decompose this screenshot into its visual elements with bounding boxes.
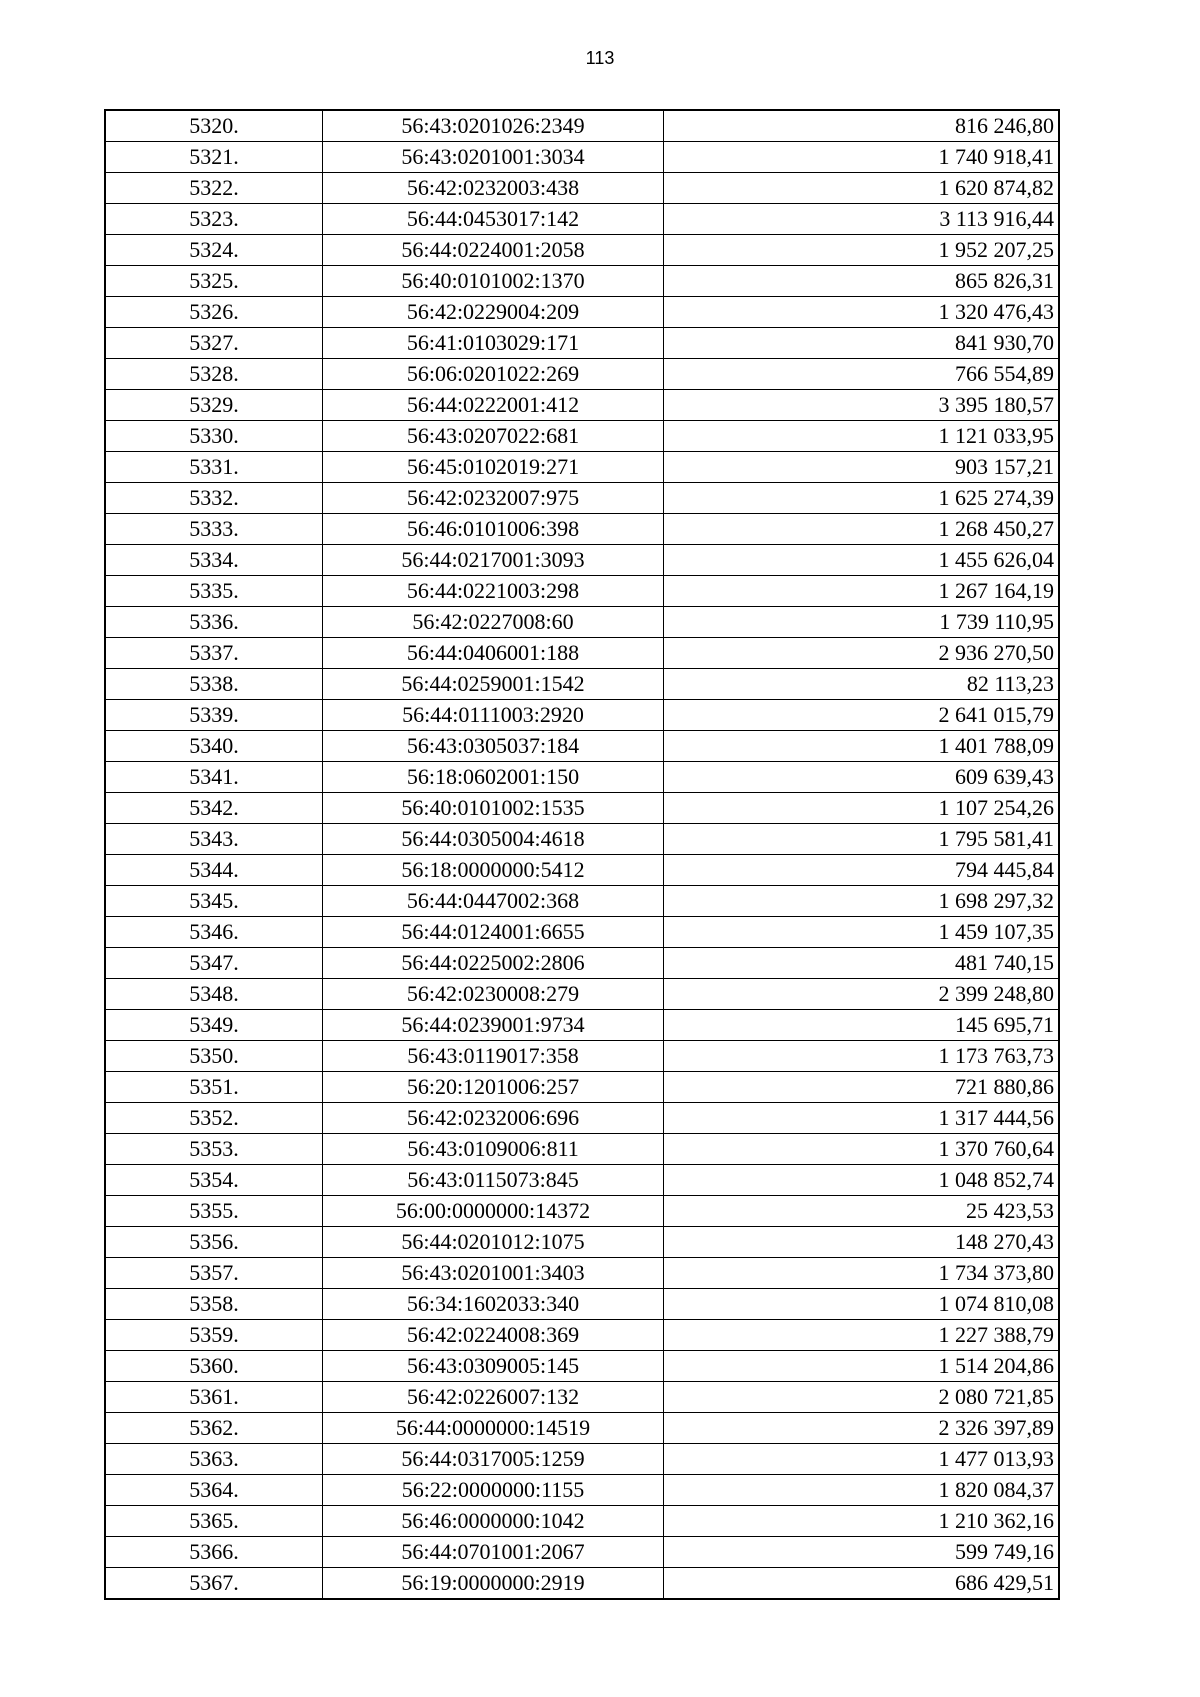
cadastral-value-cell: 721 880,86 <box>664 1072 1060 1103</box>
cadastral-value-cell: 145 695,71 <box>664 1010 1060 1041</box>
row-number-cell: 5352. <box>105 1103 323 1134</box>
cadastral-number-cell: 56:42:0232003:438 <box>323 173 664 204</box>
table-body <box>105 110 1059 1599</box>
cadastral-value-cell: 82 113,23 <box>664 669 1060 700</box>
page-number: 113 <box>585 48 615 68</box>
cadastral-value-cell: 1 739 110,95 <box>664 607 1060 638</box>
row-number-cell: 5343. <box>105 824 323 855</box>
table-row <box>105 607 1059 638</box>
cadastral-value-cell: 816 246,80 <box>664 110 1060 142</box>
table-row <box>105 793 1059 824</box>
row-number-cell: 5329. <box>105 390 323 421</box>
table-row <box>105 917 1059 948</box>
row-number-cell: 5355. <box>105 1196 323 1227</box>
cadastral-value-cell: 1 820 084,37 <box>664 1475 1060 1506</box>
cadastral-value-cell: 1 173 763,73 <box>664 1041 1060 1072</box>
table-row <box>105 173 1059 204</box>
row-number-cell: 5337. <box>105 638 323 669</box>
table-row <box>105 1010 1059 1041</box>
cadastral-value-cell: 1 048 852,74 <box>664 1165 1060 1196</box>
cadastral-number-cell: 56:34:1602033:340 <box>323 1289 664 1320</box>
table-row <box>105 328 1059 359</box>
table-row <box>105 452 1059 483</box>
cadastral-value-cell: 1 625 274,39 <box>664 483 1060 514</box>
cadastral-number-cell: 56:44:0201012:1075 <box>323 1227 664 1258</box>
row-number-cell: 5358. <box>105 1289 323 1320</box>
row-number-cell: 5348. <box>105 979 323 1010</box>
cadastral-number-cell: 56:43:0207022:681 <box>323 421 664 452</box>
cadastral-number-cell: 56:44:0217001:3093 <box>323 545 664 576</box>
row-number-cell: 5362. <box>105 1413 323 1444</box>
table-row <box>105 700 1059 731</box>
row-number-cell: 5327. <box>105 328 323 359</box>
cadastral-number-cell: 56:43:0201001:3403 <box>323 1258 664 1289</box>
cadastral-number-cell: 56:44:0305004:4618 <box>323 824 664 855</box>
cadastral-value-cell: 1 952 207,25 <box>664 235 1060 266</box>
table-row <box>105 1165 1059 1196</box>
cadastral-value-cell: 1 734 373,80 <box>664 1258 1060 1289</box>
table-row <box>105 297 1059 328</box>
cadastral-value-cell: 609 639,43 <box>664 762 1060 793</box>
table-row <box>105 1444 1059 1475</box>
cadastral-value-cell: 1 370 760,64 <box>664 1134 1060 1165</box>
row-number-cell: 5363. <box>105 1444 323 1475</box>
cadastral-number-cell: 56:42:0224008:369 <box>323 1320 664 1351</box>
table-row <box>105 266 1059 297</box>
cadastral-number-cell: 56:44:0111003:2920 <box>323 700 664 731</box>
table-row <box>105 110 1059 142</box>
cadastral-number-cell: 56:44:0259001:1542 <box>323 669 664 700</box>
table-row <box>105 1134 1059 1165</box>
cadastral-number-cell: 56:44:0317005:1259 <box>323 1444 664 1475</box>
table-row <box>105 1103 1059 1134</box>
cadastral-value-cell: 1 121 033,95 <box>664 421 1060 452</box>
cadastral-number-cell: 56:18:0000000:5412 <box>323 855 664 886</box>
cadastral-value-cell: 1 477 013,93 <box>664 1444 1060 1475</box>
cadastral-value-cell: 1 740 918,41 <box>664 142 1060 173</box>
row-number-cell: 5328. <box>105 359 323 390</box>
table-row <box>105 979 1059 1010</box>
table-row <box>105 576 1059 607</box>
cadastral-value-cell: 1 268 450,27 <box>664 514 1060 545</box>
row-number-cell: 5357. <box>105 1258 323 1289</box>
cadastral-value-cell: 2 326 397,89 <box>664 1413 1060 1444</box>
cadastral-value-cell: 686 429,51 <box>664 1568 1060 1600</box>
table-row <box>105 855 1059 886</box>
row-number-cell: 5324. <box>105 235 323 266</box>
cadastral-value-cell: 865 826,31 <box>664 266 1060 297</box>
table-row <box>105 421 1059 452</box>
row-number-cell: 5349. <box>105 1010 323 1041</box>
row-number-cell: 5325. <box>105 266 323 297</box>
table-row <box>105 948 1059 979</box>
row-number-cell: 5331. <box>105 452 323 483</box>
cadastral-value-cell: 903 157,21 <box>664 452 1060 483</box>
row-number-cell: 5351. <box>105 1072 323 1103</box>
cadastral-number-cell: 56:44:0447002:368 <box>323 886 664 917</box>
cadastral-value-table <box>104 109 1060 1600</box>
cadastral-value-cell: 3 395 180,57 <box>664 390 1060 421</box>
cadastral-value-cell: 794 445,84 <box>664 855 1060 886</box>
table-row <box>105 390 1059 421</box>
cadastral-number-cell: 56:43:0109006:811 <box>323 1134 664 1165</box>
cadastral-number-cell: 56:44:0224001:2058 <box>323 235 664 266</box>
cadastral-number-cell: 56:43:0119017:358 <box>323 1041 664 1072</box>
cadastral-number-cell: 56:44:0124001:6655 <box>323 917 664 948</box>
table-row <box>105 1506 1059 1537</box>
cadastral-value-cell: 2 399 248,80 <box>664 979 1060 1010</box>
table-row <box>105 731 1059 762</box>
cadastral-value-cell: 3 113 916,44 <box>664 204 1060 235</box>
cadastral-number-cell: 56:45:0102019:271 <box>323 452 664 483</box>
row-number-cell: 5359. <box>105 1320 323 1351</box>
row-number-cell: 5365. <box>105 1506 323 1537</box>
row-number-cell: 5345. <box>105 886 323 917</box>
row-number-cell: 5333. <box>105 514 323 545</box>
row-number-cell: 5341. <box>105 762 323 793</box>
cadastral-number-cell: 56:46:0000000:1042 <box>323 1506 664 1537</box>
table-row <box>105 1537 1059 1568</box>
table-row <box>105 1382 1059 1413</box>
table-row <box>105 1227 1059 1258</box>
table-row <box>105 1196 1059 1227</box>
cadastral-value-cell: 1 698 297,32 <box>664 886 1060 917</box>
table-row <box>105 886 1059 917</box>
cadastral-value-cell: 1 227 388,79 <box>664 1320 1060 1351</box>
table-row <box>105 483 1059 514</box>
table-row <box>105 1568 1059 1600</box>
row-number-cell: 5354. <box>105 1165 323 1196</box>
table-row <box>105 204 1059 235</box>
table-row <box>105 359 1059 390</box>
row-number-cell: 5350. <box>105 1041 323 1072</box>
cadastral-value-cell: 481 740,15 <box>664 948 1060 979</box>
table-row <box>105 669 1059 700</box>
cadastral-value-cell: 1 455 626,04 <box>664 545 1060 576</box>
cadastral-value-cell: 1 107 254,26 <box>664 793 1060 824</box>
row-number-cell: 5336. <box>105 607 323 638</box>
table-row <box>105 545 1059 576</box>
cadastral-number-cell: 56:18:0602001:150 <box>323 762 664 793</box>
cadastral-number-cell: 56:00:0000000:14372 <box>323 1196 664 1227</box>
table-row <box>105 1475 1059 1506</box>
table-row <box>105 235 1059 266</box>
table-row <box>105 1258 1059 1289</box>
cadastral-value-cell: 2 641 015,79 <box>664 700 1060 731</box>
cadastral-number-cell: 56:42:0232007:975 <box>323 483 664 514</box>
cadastral-value-cell: 1 401 788,09 <box>664 731 1060 762</box>
cadastral-value-cell: 25 423,53 <box>664 1196 1060 1227</box>
row-number-cell: 5356. <box>105 1227 323 1258</box>
cadastral-value-cell: 1 459 107,35 <box>664 917 1060 948</box>
table-row <box>105 514 1059 545</box>
cadastral-number-cell: 56:43:0115073:845 <box>323 1165 664 1196</box>
table-row <box>105 1413 1059 1444</box>
row-number-cell: 5322. <box>105 173 323 204</box>
row-number-cell: 5344. <box>105 855 323 886</box>
cadastral-number-cell: 56:41:0103029:171 <box>323 328 664 359</box>
table-row <box>105 762 1059 793</box>
table-row <box>105 1351 1059 1382</box>
table-row <box>105 638 1059 669</box>
row-number-cell: 5330. <box>105 421 323 452</box>
row-number-cell: 5361. <box>105 1382 323 1413</box>
row-number-cell: 5347. <box>105 948 323 979</box>
table-row <box>105 1041 1059 1072</box>
cadastral-value-cell: 1 267 164,19 <box>664 576 1060 607</box>
cadastral-value-cell: 1 514 204,86 <box>664 1351 1060 1382</box>
cadastral-value-cell: 599 749,16 <box>664 1537 1060 1568</box>
row-number-cell: 5340. <box>105 731 323 762</box>
cadastral-number-cell: 56:44:0221003:298 <box>323 576 664 607</box>
row-number-cell: 5338. <box>105 669 323 700</box>
cadastral-value-cell: 1 320 476,43 <box>664 297 1060 328</box>
cadastral-number-cell: 56:42:0229004:209 <box>323 297 664 328</box>
cadastral-value-cell: 1 210 362,16 <box>664 1506 1060 1537</box>
cadastral-value-cell: 841 930,70 <box>664 328 1060 359</box>
cadastral-number-cell: 56:44:0701001:2067 <box>323 1537 664 1568</box>
table-row <box>105 1072 1059 1103</box>
cadastral-number-cell: 56:43:0309005:145 <box>323 1351 664 1382</box>
row-number-cell: 5320. <box>105 110 323 142</box>
row-number-cell: 5334. <box>105 545 323 576</box>
cadastral-number-cell: 56:40:0101002:1535 <box>323 793 664 824</box>
cadastral-number-cell: 56:46:0101006:398 <box>323 514 664 545</box>
table-row <box>105 142 1059 173</box>
cadastral-number-cell: 56:42:0230008:279 <box>323 979 664 1010</box>
table-row <box>105 1289 1059 1320</box>
cadastral-value-cell: 766 554,89 <box>664 359 1060 390</box>
row-number-cell: 5346. <box>105 917 323 948</box>
table-row <box>105 824 1059 855</box>
row-number-cell: 5367. <box>105 1568 323 1600</box>
cadastral-value-cell: 148 270,43 <box>664 1227 1060 1258</box>
cadastral-number-cell: 56:44:0406001:188 <box>323 638 664 669</box>
cadastral-number-cell: 56:44:0225002:2806 <box>323 948 664 979</box>
cadastral-value-cell: 2 936 270,50 <box>664 638 1060 669</box>
row-number-cell: 5339. <box>105 700 323 731</box>
cadastral-number-cell: 56:19:0000000:2919 <box>323 1568 664 1600</box>
row-number-cell: 5364. <box>105 1475 323 1506</box>
row-number-cell: 5323. <box>105 204 323 235</box>
row-number-cell: 5326. <box>105 297 323 328</box>
cadastral-value-cell: 1 074 810,08 <box>664 1289 1060 1320</box>
row-number-cell: 5342. <box>105 793 323 824</box>
cadastral-number-cell: 56:44:0239001:9734 <box>323 1010 664 1041</box>
cadastral-number-cell: 56:42:0226007:132 <box>323 1382 664 1413</box>
cadastral-value-cell: 2 080 721,85 <box>664 1382 1060 1413</box>
cadastral-number-cell: 56:44:0222001:412 <box>323 390 664 421</box>
cadastral-number-cell: 56:44:0453017:142 <box>323 204 664 235</box>
table-row <box>105 1320 1059 1351</box>
cadastral-value-cell: 1 620 874,82 <box>664 173 1060 204</box>
cadastral-number-cell: 56:44:0000000:14519 <box>323 1413 664 1444</box>
row-number-cell: 5353. <box>105 1134 323 1165</box>
row-number-cell: 5360. <box>105 1351 323 1382</box>
cadastral-number-cell: 56:22:0000000:1155 <box>323 1475 664 1506</box>
row-number-cell: 5366. <box>105 1537 323 1568</box>
cadastral-value-cell: 1 317 444,56 <box>664 1103 1060 1134</box>
row-number-cell: 5321. <box>105 142 323 173</box>
cadastral-number-cell: 56:43:0201001:3034 <box>323 142 664 173</box>
cadastral-number-cell: 56:42:0227008:60 <box>323 607 664 638</box>
cadastral-number-cell: 56:43:0201026:2349 <box>323 110 664 142</box>
row-number-cell: 5332. <box>105 483 323 514</box>
cadastral-number-cell: 56:42:0232006:696 <box>323 1103 664 1134</box>
row-number-cell: 5335. <box>105 576 323 607</box>
cadastral-number-cell: 56:06:0201022:269 <box>323 359 664 390</box>
cadastral-number-cell: 56:40:0101002:1370 <box>323 266 664 297</box>
cadastral-number-cell: 56:20:1201006:257 <box>323 1072 664 1103</box>
cadastral-value-cell: 1 795 581,41 <box>664 824 1060 855</box>
cadastral-number-cell: 56:43:0305037:184 <box>323 731 664 762</box>
